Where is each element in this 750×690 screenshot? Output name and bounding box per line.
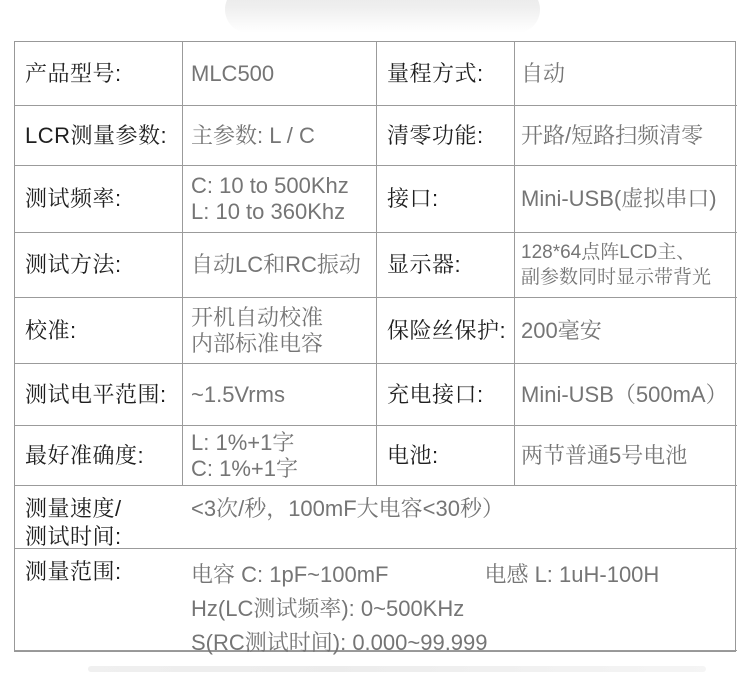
- test-frequency-line-l: L: 10 to 360Khz: [191, 199, 346, 224]
- measure-range-line-1: [191, 558, 659, 592]
- calibration-line-2: 内部标准电容: [191, 330, 324, 356]
- spec-value-measure-speed: <3次/秒，100mF大电容<30秒）: [191, 496, 504, 521]
- accuracy-line-l: L: 1%+1字: [191, 429, 295, 455]
- spec-label-test-frequency: 测试频率:: [15, 166, 183, 233]
- spec-label-test-level: 测试电平范围:: [15, 364, 183, 426]
- spec-label-interface: 接口:: [377, 166, 515, 233]
- spec-value-range-mode: 自动: [515, 42, 737, 106]
- spec-table: [14, 41, 736, 655]
- calibration-line-1: 开机自动校准: [191, 304, 324, 330]
- measure-speed-label-line-2: 测试时间:: [25, 524, 122, 550]
- test-frequency-line-c: C: 10 to 500Khz: [191, 173, 349, 199]
- spec-label-calibration: 校准:: [15, 298, 183, 364]
- spec-value-product-model: MLC500: [183, 42, 377, 106]
- spec-value-battery: 两节普通5号电池: [515, 426, 737, 486]
- spec-value-measure-range: [183, 558, 659, 660]
- spec-row-measure-range: [15, 549, 737, 655]
- spec-value-test-frequency: [183, 166, 377, 233]
- spec-value-fuse-protection: 200毫安: [515, 298, 737, 364]
- accuracy-line-c: C: 1%+1字: [191, 455, 298, 481]
- spec-label-range-mode: 量程方式:: [377, 42, 515, 106]
- spec-label-product-model: 产品型号:: [15, 42, 183, 106]
- spec-value-charge-port: Mini-USB（500mA）: [515, 364, 737, 426]
- spec-label-fuse-protection: 保险丝保护:: [377, 298, 515, 364]
- product-image-fade-edge: [225, 0, 540, 33]
- measure-range-inductance: 电感 L: 1uH-100H: [484, 562, 660, 587]
- display-line-2: 副参数同时显示带背光: [521, 267, 712, 288]
- spec-label-measure-speed: [15, 495, 183, 551]
- spec-value-display: [515, 233, 737, 298]
- measure-range-line-3: S(RC测试时间): 0.000~99.999: [191, 630, 488, 655]
- spec-value-calibration: [183, 298, 377, 364]
- spec-label-battery: 电池:: [377, 426, 515, 486]
- spec-value-best-accuracy: [183, 426, 377, 486]
- spec-label-best-accuracy: 最好准确度:: [15, 426, 183, 486]
- spec-label-test-method: 测试方法:: [15, 233, 183, 298]
- spec-value-zero-function: 开路/短路扫频清零: [515, 106, 737, 166]
- spec-label-charge-port: 充电接口:: [377, 364, 515, 426]
- measure-range-line-2: Hz(LC测试频率): 0~500KHz: [191, 596, 465, 621]
- spec-label-zero-function: 清零功能:: [377, 106, 515, 166]
- spec-row-measure-speed: [15, 486, 737, 549]
- display-line-1: 128*64点阵LCD主、: [521, 241, 696, 263]
- spec-value-test-method: 自动LC和RC振动: [183, 233, 377, 298]
- spec-value-test-level: ~1.5Vrms: [183, 364, 377, 426]
- spec-label-lcr-params: LCR测量参数:: [15, 106, 183, 166]
- spec-label-display: 显示器:: [377, 233, 515, 298]
- section-divider-fade: [88, 666, 706, 672]
- measure-range-capacitance: 电容 C: 1pF~100mF: [191, 562, 389, 587]
- spec-value-lcr-params: 主参数: L / C: [183, 106, 377, 166]
- spec-label-measure-range: 测量范围:: [25, 559, 122, 584]
- measure-speed-label-line-1: 测量速度/: [25, 496, 122, 521]
- spec-value-interface: Mini-USB(虚拟串口): [515, 166, 737, 233]
